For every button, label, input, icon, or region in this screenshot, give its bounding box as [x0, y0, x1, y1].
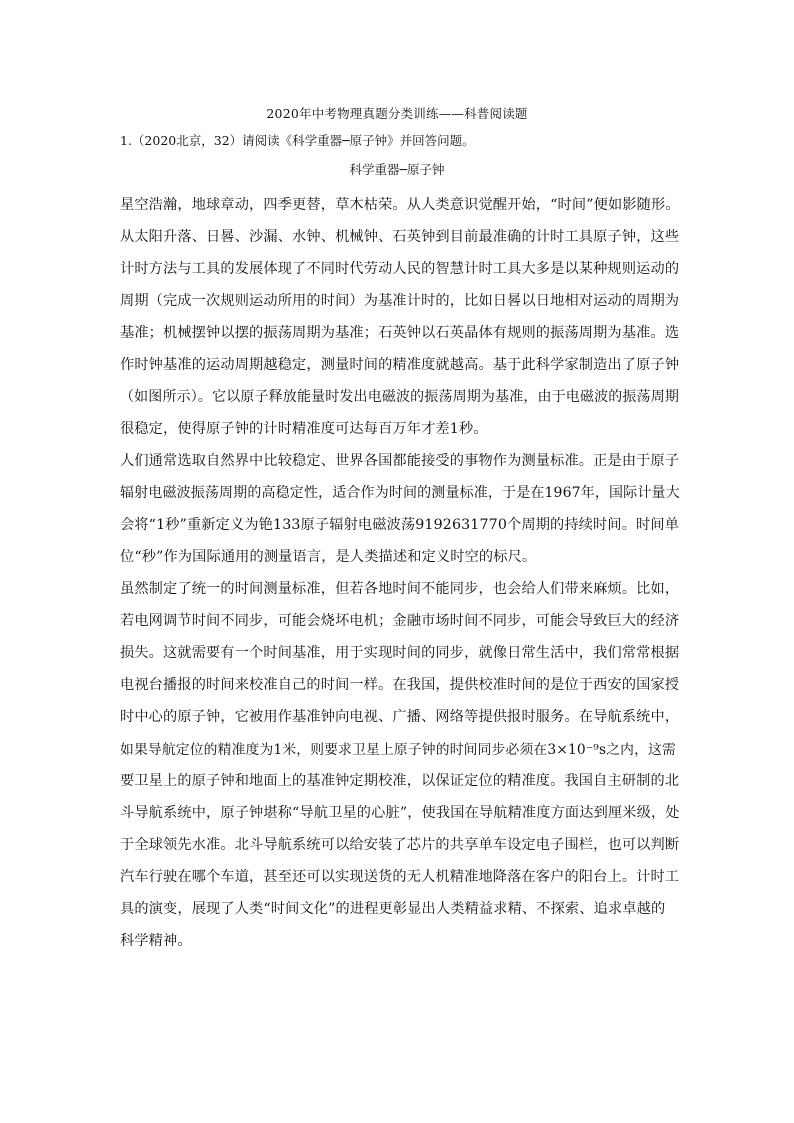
passage-line: 计时方法与工具的发展体现了不同时代劳动人民的智慧计时工具大多是以某种规则运动的 [120, 261, 680, 277]
passage-line: 时中心的原子钟，它被用作基准钟向电视、广播、网络等提供报时服务。在导航系统中， [120, 709, 680, 725]
passage-line: 从太阳升落、日晷、沙漏、水钟、机械钟、石英钟到目前最准确的计时工具原子钟，这些 [120, 229, 680, 245]
passage-line: 若电网调节时间不同步，可能会烧坏电机；金融市场时间不同步，可能会导致巨大的经济 [120, 613, 680, 629]
passage-line: 损失。这就需要有一个时间基准，用于实现时间的同步，就像日常生活中，我们常常根据 [120, 645, 680, 661]
question-prompt: 1.（2020北京，32）请阅读《科学重器─原子钟》并回答问题。 [120, 133, 475, 148]
passage-line: 人们通常选取自然界中比较稳定、世界各国都能接受的事物作为测量标准。正是由于原子 [120, 453, 680, 469]
passage-line: 科学精神。 [120, 933, 192, 949]
document-title: 2020年中考物理真题分类训练——科普阅读题 [266, 106, 528, 121]
passage-line: 于全球领先水准。北斗导航系统可以给安装了芯片的共享单车设定电子围栏，也可以判断 [120, 837, 680, 853]
passage-line: 很稳定，使得原子钟的计时精准度可达每百万年才差1秒。 [120, 421, 488, 437]
passage-line: （如图所示）。它以原子释放能量时发出电磁波的振荡周期为基准，由于电磁波的振荡周期 [120, 389, 679, 405]
passage-line: 如果导航定位的精准度为1米，则要求卫星上原子钟的时间同步必须在3×10⁻⁹s之内，这需 [120, 742, 676, 758]
passage-line: 汽车行驶在哪个车道，甚至还可以实现送货的无人机精准地降落在客户的阳台上。计时工 [120, 869, 680, 885]
passage-line: 周期（完成一次规则运动所用的时间）为基准计时的，比如日晷以日地相对运动的周期为 [120, 293, 680, 309]
passage-line: 具的演变，展现了人类“时间文化”的进程更彰显出人类精益求精、不探索、追求卓越的 [120, 901, 666, 917]
passage-line: 基准；机械摆钟以摆的振荡周期为基准；石英钟以石英晶体有规则的振荡周期为基准。选 [120, 325, 680, 341]
passage-line: 斗导航系统中，原子钟堪称“导航卫星的心脏”，使我国在导航精准度方面达到厘米级，处 [120, 805, 680, 821]
passage-line: 要卫星上的原子钟和地面上的基准钟定期校准，以保证定位的精准度。我国自主研制的北 [120, 773, 680, 789]
passage-line: 电视台播报的时间来校准自己的时间一样。在我国，提供校准时间的是位于西安的国家授 [120, 677, 680, 693]
passage-line: 会将“1秒”重新定义为铯133原子辐射电磁波荡9192631770个周期的持续时间。时间单 [120, 517, 680, 533]
passage-line: 作时钟基准的运动周期越稳定，测量时间的精准度就越高。基于此科学家制造出了原子钟 [120, 357, 680, 373]
passage-line: 辐射电磁波振荡周期的高稳定性，适合作为时间的测量标准，于是在1967年，国际计量大 [120, 485, 680, 501]
passage-line: 虽然制定了统一的时间测量标准，但若各地时间不能同步，也会给人们带来麻烦。比如， [120, 581, 680, 597]
passage-title: 科学重器─原子钟 [349, 162, 445, 177]
passage-line: 星空浩瀚，地球章动，四季更替，草木枯荣。从人类意识觉醒开始，“时间”便如影随形。 [120, 197, 680, 213]
passage-line: 位“秒”作为国际通用的测量语言，是人类描述和定义时空的标尺。 [120, 549, 537, 565]
